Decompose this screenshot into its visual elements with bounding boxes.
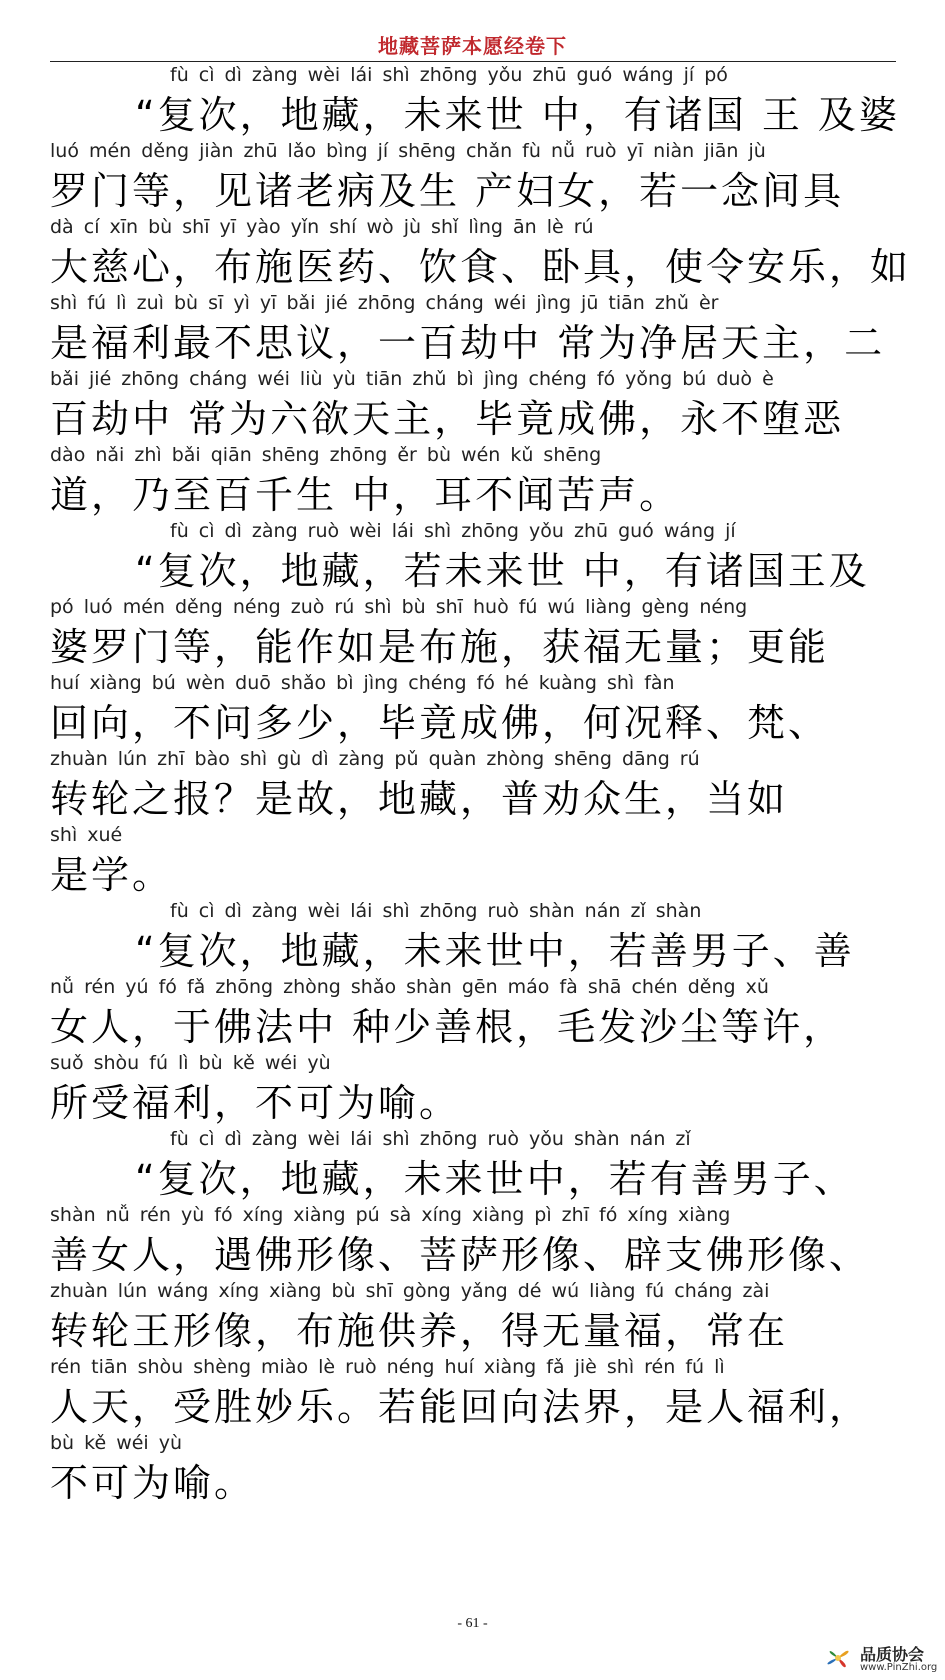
text-line-12 (50, 900, 896, 973)
text-line-6 (50, 444, 896, 517)
pinyin-line: rén tiān shòu shèng miào lè ruò néng huí xiàng fǎ jiè shì rén fú lì (50, 1356, 725, 1378)
pinyin-line: bù kě wéi yù (50, 1432, 183, 1454)
text-line-10 (50, 748, 896, 821)
text-line-11 (50, 824, 896, 897)
pinzhi-logo (820, 1638, 940, 1678)
hanzi-line: 转轮王形像，布施供养，得无量福，常在 (50, 1309, 789, 1353)
page-number: - 61 - (457, 1616, 488, 1631)
hanzi-line: 百劫中 常为六欲天主，毕竟成佛，永不堕恶 (50, 397, 845, 441)
text-line-16 (50, 1204, 896, 1277)
pinyin-line: pó luó mén děng néng zuò rú shì bù shī huò fú wú liàng gèng néng (50, 596, 748, 618)
pinyin-line: fù cì dì zàng wèi lái shì zhōng ruò yǒu shàn nán zǐ (170, 1128, 691, 1150)
pinyin-line: zhuàn lún wáng xíng xiàng bù shī gòng yǎng dé wú liàng fú cháng zài (50, 1280, 770, 1302)
page-header-title: 地藏菩萨本愿经卷下 (378, 34, 567, 58)
text-line-19 (50, 1432, 896, 1505)
text-line-9 (50, 672, 896, 745)
hanzi-line: 婆罗门等，能作如是布施，获福无量；更能 (50, 625, 830, 669)
text-line-17 (50, 1280, 896, 1353)
pinyin-line: shì xué (50, 824, 123, 846)
pinyin-line: fù cì dì zàng wèi lái shì zhōng ruò shàn nán zǐ shàn (170, 900, 702, 922)
pinyin-line: dào nǎi zhì bǎi qiān shēng zhōng ěr bù wén kǔ shēng (50, 444, 602, 466)
pinyin-line: fù cì dì zàng wèi lái shì zhōng yǒu zhū guó wáng jí pó (170, 64, 728, 86)
pinyin-line: zhuàn lún zhī bào shì gù dì zàng pǔ quàn zhòng shēng dāng rú (50, 748, 700, 770)
pinyin-line: luó mén děng jiàn zhū lǎo bìng jí shēng chǎn fù nǚ ruò yī niàn jiān jù (50, 140, 766, 162)
pinyin-line: dà cí xīn bù shī yī yào yǐn shí wò jù shǐ lìng ān lè rú (50, 216, 594, 238)
hanzi-line: 回向，不问多少，毕竟成佛，何况释、梵、 (50, 701, 830, 745)
hanzi-line: 转轮之报？是故，地藏，普劝众生，当如 (50, 777, 789, 821)
hanzi-line: 不可为喻。 (50, 1461, 256, 1505)
hanzi-line: 女人，于佛法中 种少善根，毛发沙尘等许， (50, 1005, 845, 1049)
hanzi-line: “复次，地藏，未来世中，若善男子、善 (135, 929, 855, 973)
pinyin-line: bǎi jié zhōng cháng wéi liù yù tiān zhǔ bì jìng chéng fó yǒng bú duò è (50, 368, 774, 390)
hanzi-line: 大慈心，布施医药、饮食、卧具，使令安乐，如 (50, 245, 912, 289)
text-line-15 (50, 1128, 896, 1201)
hanzi-line: “复次，地藏，未来世 中，有诸国 王 及婆 (135, 93, 900, 137)
header-divider (50, 61, 896, 62)
text-line-4 (50, 292, 896, 365)
hanzi-line: 道，乃至百千生 中，耳不闻苦声。 (50, 473, 681, 517)
hanzi-line: 是福利最不思议，一百劫中 常为净居天主，二 (50, 321, 886, 365)
pinyin-line: shì fú lì zuì bù sī yì yī bǎi jié zhōng cháng wéi jìng jū tiān zhǔ èr (50, 292, 719, 314)
hanzi-line: 是学。 (50, 853, 174, 897)
hanzi-line: 善女人，遇佛形像、菩萨形像、辟支佛形像、 (50, 1233, 871, 1277)
hanzi-line: 罗门等，见诸老病及生 产妇女，若一念间具 (50, 169, 845, 213)
pinyin-line: huí xiàng bú wèn duō shǎo bì jìng chéng fó hé kuàng shì fàn (50, 672, 675, 694)
pinyin-line: shàn nǚ rén yù fó xíng xiàng pú sà xíng xiàng pì zhī fó xíng xiàng (50, 1204, 731, 1226)
text-line-1 (50, 64, 900, 137)
logo-site: www.PinZhi.org (860, 1662, 938, 1673)
text-line-2 (50, 140, 896, 213)
hanzi-line: 人天，受胜妙乐。若能回向法界，是人福利， (50, 1385, 871, 1429)
text-line-8 (50, 596, 896, 669)
hanzi-line: “复次，地藏，未来世中，若有善男子、 (135, 1157, 855, 1201)
text-line-18 (50, 1356, 896, 1429)
pinzhi-flower-icon (820, 1640, 856, 1676)
logo-name: 品质协会 (860, 1645, 925, 1664)
pinyin-line: fù cì dì zàng ruò wèi lái shì zhōng yǒu zhū guó wáng jí (170, 520, 736, 542)
text-line-3 (50, 216, 912, 289)
text-line-5 (50, 368, 896, 441)
text-line-13 (50, 976, 896, 1049)
hanzi-line: “复次，地藏，若未来世 中，有诸国王及 (135, 549, 870, 593)
hanzi-line: 所受福利，不可为喻。 (50, 1081, 461, 1125)
text-line-7 (50, 520, 896, 593)
text-line-14 (50, 1052, 896, 1125)
pinyin-line: suǒ shòu fú lì bù kě wéi yù (50, 1052, 331, 1074)
pinyin-line: nǚ rén yú fó fǎ zhōng zhòng shǎo shàn gēn máo fà shā chén děng xǔ (50, 976, 769, 998)
